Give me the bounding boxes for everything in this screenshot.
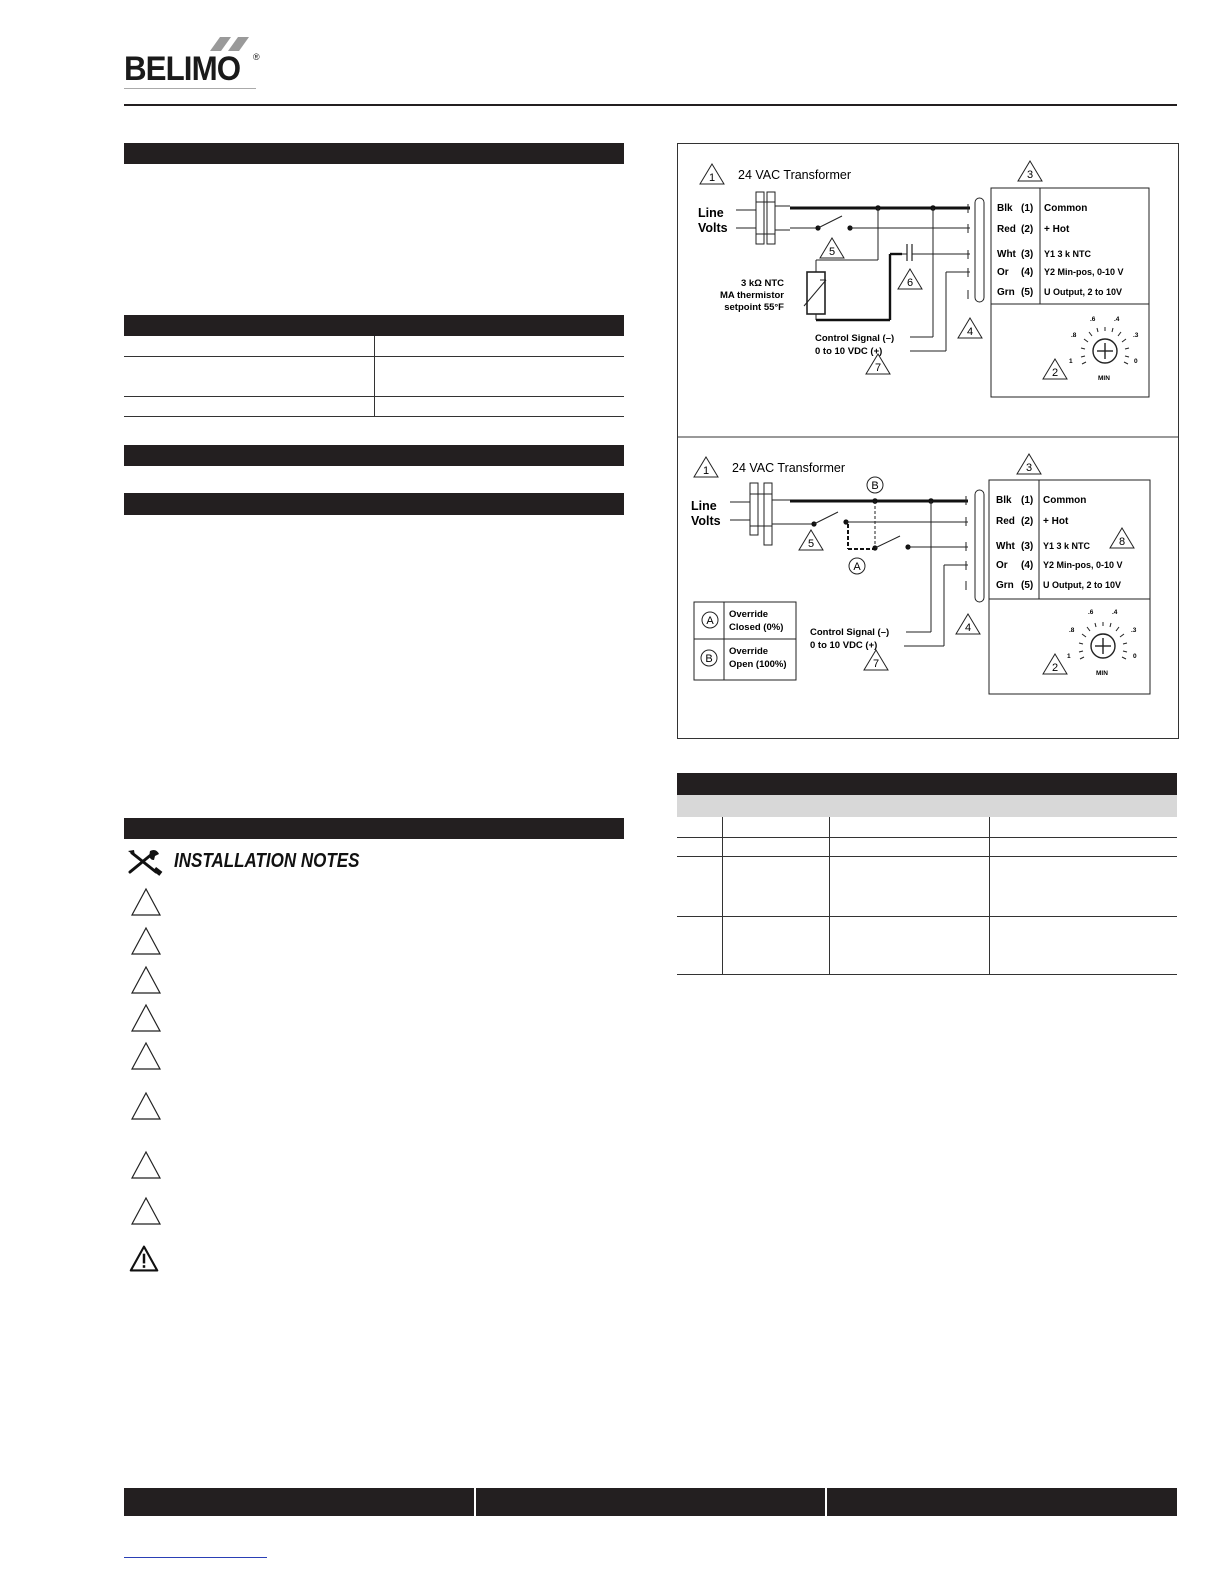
svg-text:7: 7 [872, 658, 880, 670]
svg-text:A: A [853, 561, 861, 573]
svg-text:(3): (3) [1021, 249, 1034, 260]
svg-text:+ Hot: + Hot [1044, 224, 1070, 235]
svg-text:MA thermistor: MA thermistor [719, 290, 784, 301]
wiring-diagram-bottom [691, 454, 1150, 694]
svg-text:(1): (1) [1021, 495, 1034, 506]
svg-text:.6: .6 [1090, 316, 1096, 323]
svg-text:U Output, 2 to 10V: U Output, 2 to 10V [1043, 580, 1122, 590]
svg-text:Y1 3 k NTC: Y1 3 k NTC [1044, 249, 1092, 259]
svg-text:1: 1 [702, 465, 710, 477]
footer-segment [476, 1488, 825, 1516]
svg-text:.3: .3 [1133, 332, 1139, 339]
svg-text:Line: Line [698, 206, 724, 220]
svg-text:3: 3 [1026, 169, 1034, 181]
svg-text:MIN: MIN [1098, 375, 1110, 382]
svg-text:.3: .3 [1131, 627, 1137, 634]
right-table-col-divider [829, 817, 830, 975]
svg-text:Blk: Blk [997, 203, 1013, 214]
svg-text:2: 2 [1051, 367, 1059, 379]
svg-text:1: 1 [708, 172, 716, 184]
installation-notes-title: INSTALLATION NOTES [174, 850, 360, 872]
right-table-col-divider [989, 817, 990, 975]
svg-text:+ Hot: + Hot [1043, 516, 1069, 527]
svg-text:5: 5 [828, 246, 836, 258]
logo-underline [124, 88, 256, 89]
svg-text:2: 2 [1051, 662, 1059, 674]
note-triangle-icon [130, 926, 162, 956]
svg-text:(1): (1) [1021, 203, 1034, 214]
svg-text:1: 1 [1067, 653, 1071, 660]
svg-text:6: 6 [906, 277, 914, 289]
svg-text:A: A [706, 615, 714, 627]
section-bar-3 [124, 445, 624, 466]
svg-text:MIN: MIN [1096, 670, 1108, 677]
right-table-row-divider [677, 974, 1177, 975]
footer-segment [827, 1488, 1177, 1516]
logo-wordmark: BELIMO [124, 50, 241, 88]
right-table-row-divider [677, 916, 1177, 917]
wiring-diagram-top [698, 161, 1149, 397]
note-triangle-icon [130, 1003, 162, 1033]
svg-text:Common: Common [1044, 203, 1088, 214]
svg-text:3 kΩ NTC: 3 kΩ NTC [741, 278, 784, 289]
svg-text:0: 0 [1134, 358, 1138, 365]
spec-table-header [124, 315, 624, 336]
note-triangle-icon [130, 887, 162, 917]
svg-text:5: 5 [807, 538, 815, 550]
svg-text:24 VAC Transformer: 24 VAC Transformer [738, 168, 852, 182]
svg-text:Red: Red [997, 224, 1016, 235]
wiring-diagrams [678, 144, 1178, 738]
logo-registered: ® [253, 52, 260, 62]
svg-text:Red: Red [996, 516, 1015, 527]
note-triangle-icon [130, 1091, 162, 1121]
svg-text:Open (100%): Open (100%) [729, 659, 787, 670]
svg-text:Blk: Blk [996, 495, 1012, 506]
svg-text:(4): (4) [1021, 267, 1034, 278]
svg-text:4: 4 [966, 326, 974, 338]
svg-text:7: 7 [874, 362, 882, 374]
right-table-row-divider [677, 837, 1177, 838]
right-table-row-divider [677, 856, 1177, 857]
svg-text:.4: .4 [1112, 609, 1118, 616]
note-triangle-icon [130, 1041, 162, 1071]
svg-text:B: B [705, 653, 713, 665]
right-table-subheader [677, 795, 1177, 817]
note-triangle-icon [130, 965, 162, 995]
svg-text:Wht: Wht [997, 249, 1016, 260]
svg-text:8: 8 [1118, 536, 1126, 548]
svg-text:(4): (4) [1021, 560, 1034, 571]
svg-text:.6: .6 [1088, 609, 1094, 616]
section-bar-1 [124, 143, 624, 164]
svg-text:Control Signal (–): Control Signal (–) [815, 333, 895, 344]
right-table-header [677, 773, 1177, 795]
wrench-screwdriver-icon [126, 848, 166, 876]
svg-text:1: 1 [1069, 358, 1073, 365]
svg-text:4: 4 [964, 622, 972, 634]
svg-text:Control Signal (–): Control Signal (–) [810, 627, 890, 638]
footer-link[interactable] [124, 1557, 267, 1558]
svg-text:B: B [871, 480, 879, 492]
svg-text:Override: Override [729, 609, 769, 620]
svg-text:.8: .8 [1071, 332, 1077, 339]
svg-text:24 VAC Transformer: 24 VAC Transformer [732, 461, 846, 475]
svg-text:Grn: Grn [997, 287, 1015, 298]
svg-text:setpoint 55°F: setpoint 55°F [724, 302, 784, 313]
svg-text:(5): (5) [1021, 580, 1034, 591]
warning-icon [128, 1244, 160, 1274]
svg-text:U Output, 2 to 10V: U Output, 2 to 10V [1044, 287, 1123, 297]
svg-text:(2): (2) [1021, 224, 1034, 235]
svg-text:Volts: Volts [691, 514, 721, 528]
svg-text:Wht: Wht [996, 541, 1015, 552]
svg-text:.4: .4 [1114, 316, 1120, 323]
spec-row-divider [124, 416, 624, 417]
wiring-diagram-panel [677, 143, 1179, 739]
svg-text:Override: Override [729, 646, 769, 657]
svg-text:0 to 10 VDC (+): 0 to 10 VDC (+) [815, 346, 883, 357]
spec-col-divider [374, 336, 375, 416]
svg-text:Or: Or [996, 560, 1008, 571]
svg-text:0: 0 [1133, 653, 1137, 660]
svg-text:0 to 10 VDC (+): 0 to 10 VDC (+) [810, 640, 878, 651]
header-rule [124, 104, 1177, 106]
svg-text:Closed (0%): Closed (0%) [729, 622, 784, 633]
right-table-col-divider [722, 817, 723, 975]
svg-text:(2): (2) [1021, 516, 1034, 527]
svg-text:Common: Common [1043, 495, 1087, 506]
svg-text:Y2 Min-pos, 0-10 V: Y2 Min-pos, 0-10 V [1044, 267, 1124, 277]
note-triangle-icon [130, 1150, 162, 1180]
note-triangle-icon [130, 1196, 162, 1226]
section-bar-4 [124, 493, 624, 515]
svg-text:Volts: Volts [698, 221, 728, 235]
svg-text:(3): (3) [1021, 541, 1034, 552]
section-bar-installation [124, 818, 624, 839]
svg-text:.8: .8 [1069, 627, 1075, 634]
svg-text:Line: Line [691, 499, 717, 513]
svg-text:(5): (5) [1021, 287, 1034, 298]
svg-text:Y2 Min-pos, 0-10 V: Y2 Min-pos, 0-10 V [1043, 560, 1123, 570]
svg-text:Or: Or [997, 267, 1009, 278]
footer-segment [124, 1488, 474, 1516]
svg-text:Grn: Grn [996, 580, 1014, 591]
svg-text:3: 3 [1025, 462, 1033, 474]
svg-text:Y1 3 k NTC: Y1 3 k NTC [1043, 541, 1091, 551]
